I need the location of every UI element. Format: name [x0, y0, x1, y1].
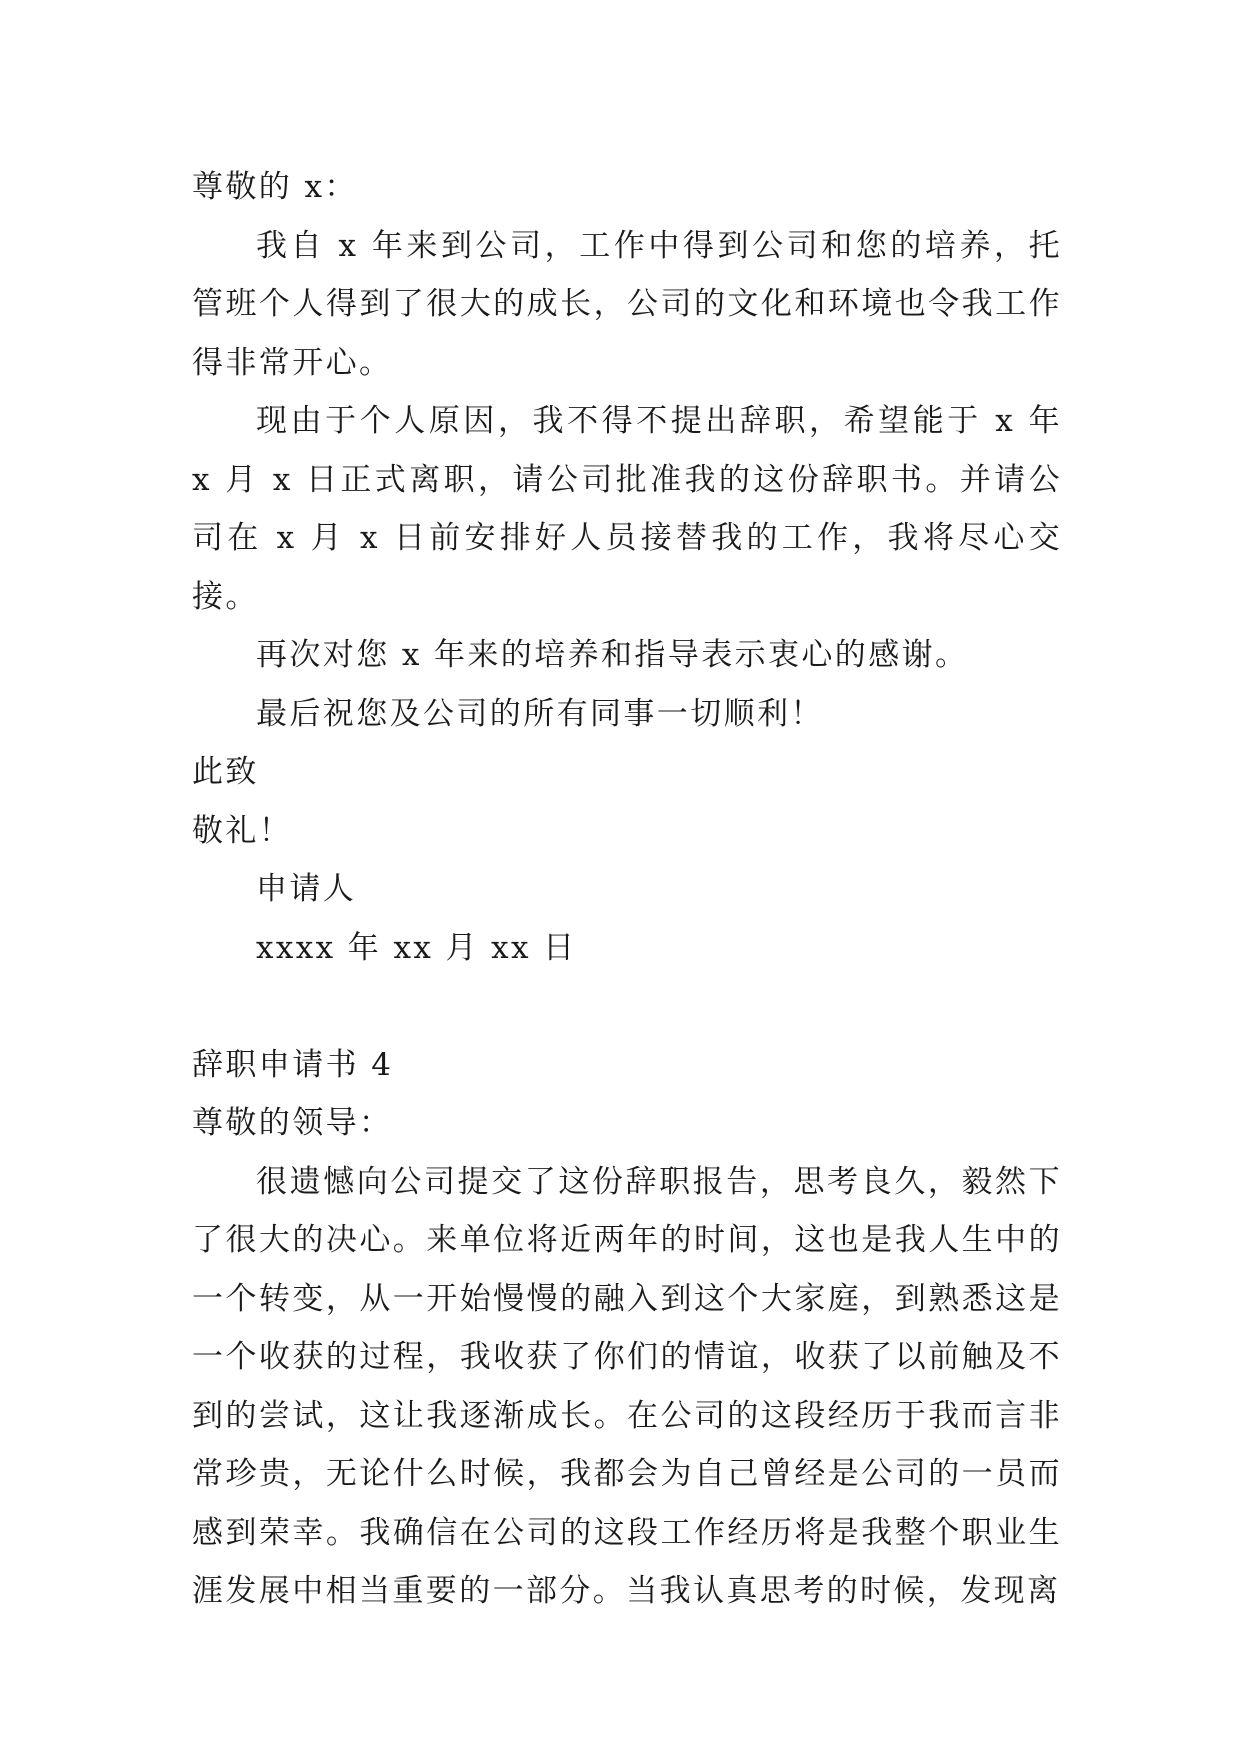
letter1-paragraph-4: 最后祝您及公司的所有同事一切顺利！: [256, 695, 824, 732]
letter1-closing-2: 敬礼！: [192, 812, 293, 849]
letter1-paragraph-3: 再次对您 x 年来的培养和指导表示衷心的感谢。: [256, 637, 969, 673]
letter2-salutation: 尊敬的领导：: [192, 1105, 393, 1141]
section-spacer: [192, 977, 1062, 1036]
letter1-paragraph-2: 现由于个人原因，我不得不提出辞职，希望能于 x 年 x 月 x 日正式离职，请公司批准我的这份辞职书。并请公司在 x 月 x 日前安排好人员接替我的工作，我将尽心交接。: [192, 403, 1062, 615]
letter2-paragraph-1: 很遗憾向公司提交了这份辞职报告，思考良久，毅然下了很大的决心。来单位将近两年的时间，这也是我人生中的一个转变，从一开始慢慢的融入到这个大家庭，到熟悉这是一个收获的过程，我收获了你们的情谊，收获了以前触及不到的尝试，这让我逐渐成长。在公司的这段经历于我而言非常珍贵，无论什么时候，我都会为自己曾经是公司的一员而感到荣幸。我确信在公司的这段工作经历将是我整个职业生涯发展中相当重要的一部分。当我认真思考的时候，发现离: [192, 1163, 1062, 1609]
document-body: [192, 158, 1062, 1621]
letter1-signer: 申请人: [256, 871, 357, 907]
letter1-date: xxxx 年 xx 月 xx 日: [256, 929, 577, 966]
letter1-salutation: 尊敬的 x：: [192, 169, 358, 205]
letter2-title: 辞职申请书 4: [192, 1046, 394, 1083]
letter1-closing-1: 此致: [192, 754, 259, 790]
letter1-paragraph-1: 我自 x 年来到公司，工作中得到公司和您的培养，托管班个人得到了很大的成长，公司的文化和环境也令我工作得非常开心。: [192, 227, 1062, 381]
